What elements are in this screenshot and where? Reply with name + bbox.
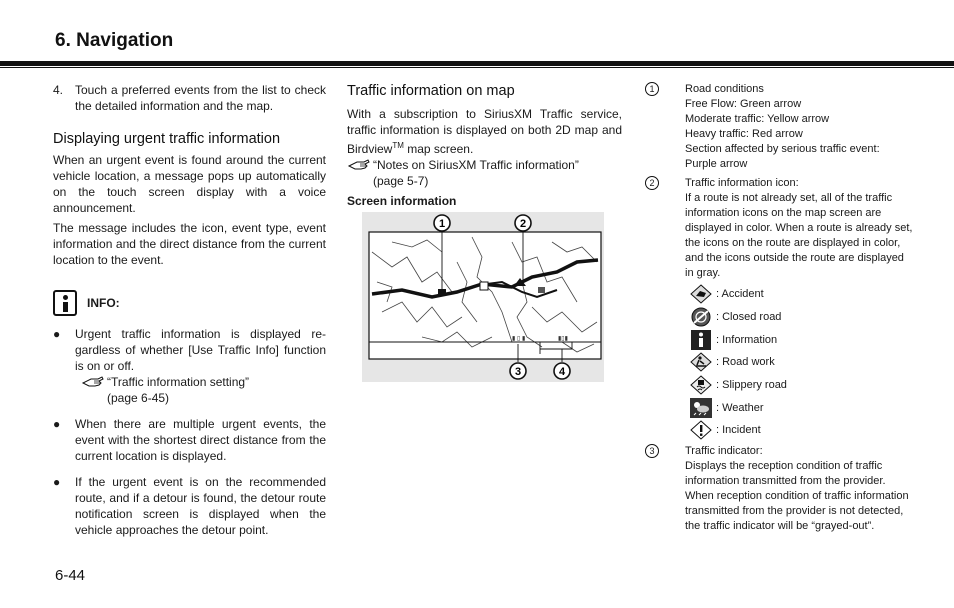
column-right (645, 82, 915, 534)
header-rule-thin (0, 67, 954, 68)
info-bullet-2: ● When there are multiple urgent events, the event with the shortest direct distance from the current location is displayed. (53, 417, 326, 463)
number-badge: 2 (645, 176, 659, 190)
section-heading-urgent: Displaying urgent traffic information (53, 131, 281, 147)
section-heading-map: Traffic information on map (347, 83, 515, 99)
number-badge: 3 (645, 444, 659, 458)
callout-2: 2 (519, 218, 527, 230)
cross-reference-sirius: “Notes on SiriusXM Traffic information” (page 5-7) (347, 157, 622, 189)
slippery-road-icon (690, 375, 712, 395)
reference-hand-icon (347, 157, 373, 173)
bullet-icon: ● (53, 417, 61, 431)
closed-road-icon (690, 307, 712, 327)
icon-row-incident: : Incident (690, 419, 915, 442)
callout-1: 1 (438, 218, 446, 230)
info-bullet-3: ● If the urgent event is on the recommended route, and if a detour is found, the detour route notification screen is displayed when the vehicle approaches the detour point. (53, 475, 326, 537)
icon-row-road-work: : Road work (690, 351, 915, 374)
info-heading: INFO: (53, 290, 326, 316)
header-rule (0, 61, 954, 66)
page-header (0, 0, 954, 68)
paragraph-urgent-2: The message includes the icon, event type, event information and the direct distance from the current location to the event. (53, 221, 326, 267)
legend-item-2: 2 Traffic information icon: If a route is not already set, all of the traffic information icons on the map screen are displayed in color. When a route is already set, the icons on the route are displayed in color, and the icons outside the route are displayed in gray. (645, 176, 915, 281)
icon-row-weather: : Weather (690, 396, 915, 419)
legend-item-3: 3 Traffic indicator: Displays the reception condition of traffic information transmitted from the provider. When reception condition of traffic information transmitted from the provider is not detected, the traffic indicator will be “grayed-out”. (645, 444, 915, 534)
bullet-icon: ● (53, 327, 61, 341)
icon-row-closed-road: : Closed road (690, 306, 915, 329)
paragraph-map: With a subscription to SiriusXM Traffic service, traffic information is displayed on both 2D map and Birdview™ map screen. (347, 107, 622, 156)
page-number: 6-44 (55, 567, 86, 584)
column-left (53, 82, 326, 538)
info-bullet-1: ● Urgent traffic information is displayed regardless of whether [Use Traffic Info] function is on or off. “Traffic information setting” (page 6-45) (53, 327, 326, 405)
icon-row-accident: : Accident (690, 283, 915, 306)
svg-text:▮ ▯ ▮: ▮ ▯ ▮ (512, 336, 526, 342)
legend-item-1: 1 Road conditions Free Flow: Green arrow Moderate traffic: Yellow arrow Heavy traffic: Red arrow Section affected by serious traffic event: Purple arrow (645, 82, 915, 172)
callout-4: 4 (558, 366, 566, 378)
callout-3: 3 (514, 366, 522, 378)
bullet-icon: ● (53, 475, 61, 489)
column-middle (347, 82, 622, 208)
map-figure (362, 212, 604, 382)
weather-icon (690, 398, 712, 418)
chapter-title: 6. Navigation (55, 30, 174, 51)
traffic-icon-list (645, 283, 915, 442)
cross-reference: “Traffic information setting” (page 6-45) (81, 374, 326, 406)
reference-hand-icon (81, 374, 107, 390)
svg-text:▮▯▮: ▮▯▮ (558, 336, 568, 342)
accident-icon (690, 284, 712, 304)
info-icon (53, 290, 77, 316)
map-screen-illustration (362, 212, 604, 382)
number-badge: 1 (645, 82, 659, 96)
incident-icon (690, 420, 712, 440)
icon-row-slippery-road: : Slippery road (690, 374, 915, 397)
paragraph-urgent-1: When an urgent event is found around the current vehicle location, a message pops up automatically on the touch screen display with a voice announcement. (53, 153, 326, 215)
screen-info-heading: Screen information (347, 194, 457, 208)
information-icon (690, 330, 712, 350)
step-4: 4. Touch a preferred events from the list to check the detailed information and the map. (53, 83, 326, 113)
icon-row-information: : Information (690, 328, 915, 351)
road-work-icon (690, 352, 712, 372)
